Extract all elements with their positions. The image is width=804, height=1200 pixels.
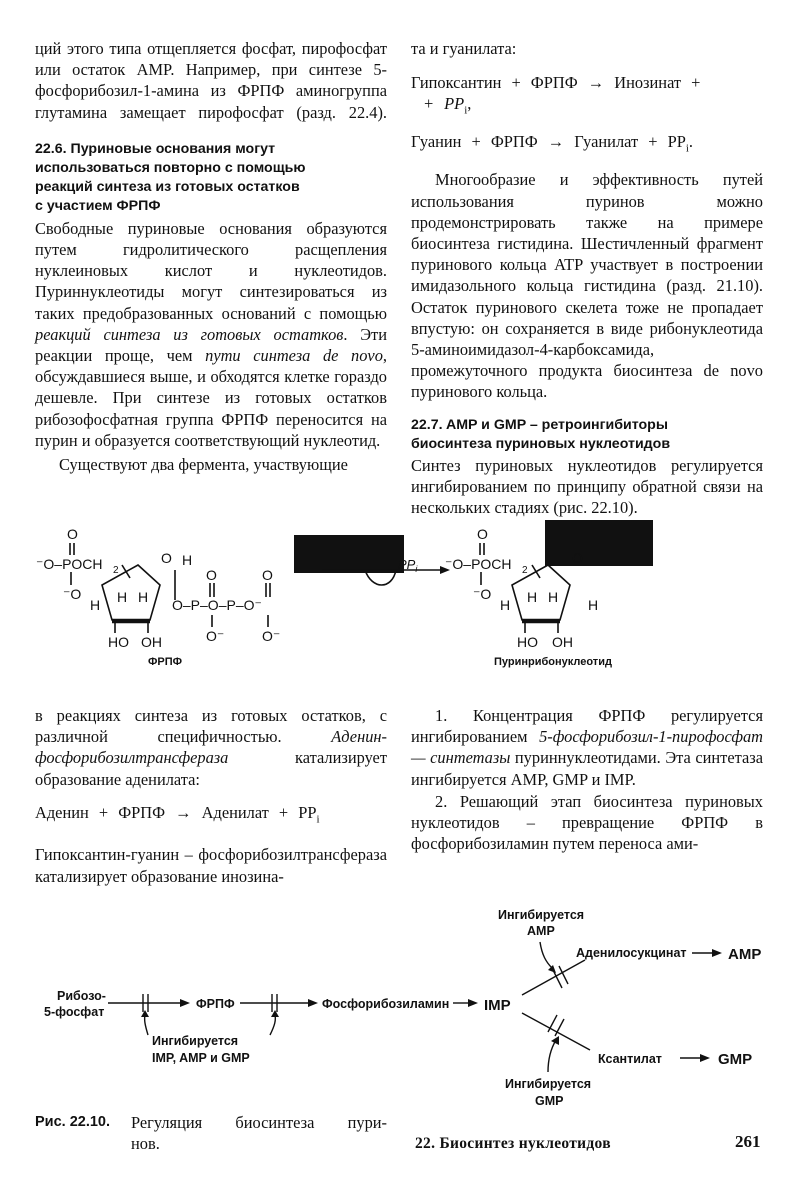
text-run: Свободные пуриновые основания образуются путем гидролитического расщепления нуклеиновых кислот и нуклеотидов. Пуриннуклеотиды могут синтезироваться из таких предобразованных оснований с помощью xyxy=(35,218,387,323)
figure-caption xyxy=(35,1112,387,1154)
ring-h: H xyxy=(548,589,559,605)
italic-term: 5-фосфорибозил-1-пирофосфат — синтетазы xyxy=(411,727,763,768)
regulation-point-1 xyxy=(411,705,763,790)
ppi-label xyxy=(398,557,418,574)
ring-oxygen: O xyxy=(161,550,172,566)
equation-text: + PP xyxy=(423,94,465,114)
pyrophosphate-chain: O–P–O–P–O⁻ xyxy=(172,597,262,613)
gmp-node: GMP xyxy=(718,1051,753,1068)
ring-h: H xyxy=(90,597,101,613)
caption-text xyxy=(131,1112,387,1154)
text-run: , обсуждавшиеся выше, и обходятся клетке гораздо дешевле. При синтезе из готовых остатков рибозофосфатная группа ФРПФ переносится на пурин и образуется соответствующий нуклеотид. xyxy=(35,346,387,450)
adenylosuccinate-node: Аденилосукцинат xyxy=(576,946,687,960)
pyrophosphate-oxygen: O⁻ xyxy=(262,628,281,644)
right-column-top xyxy=(411,38,763,518)
equation-adenine xyxy=(35,802,387,830)
ribose-5-phosphate-label-2: 5-фосфат xyxy=(44,1005,105,1019)
xanthylate-node: Ксантилат xyxy=(598,1052,662,1066)
ring-h: H xyxy=(500,597,511,613)
enzymes-paragraph: Существуют два фермента, участвующие xyxy=(59,455,348,475)
phosphate-ribose-left: ⁻O–POCH xyxy=(36,556,103,572)
phosphate-oxygen-bottom: ⁻O xyxy=(63,586,82,602)
left-column-mid xyxy=(35,705,387,887)
salvage-reaction-figure xyxy=(0,515,804,680)
regulation-scheme xyxy=(0,900,804,1115)
imp-node: IMP xyxy=(484,997,511,1014)
ribose-5-phosphate-label: Рибозо- xyxy=(57,989,106,1003)
subscript: i xyxy=(464,104,468,117)
inhibition-top-label: Ингибируется xyxy=(498,908,585,922)
purine-base-block xyxy=(294,535,404,573)
italic-term: Аденин-фосфорибозилтрансфераза xyxy=(35,727,387,768)
subscript-2: 2 xyxy=(522,565,528,576)
ring-oh: OH xyxy=(552,634,573,650)
inhibition-bottom-label: Ингибируется xyxy=(505,1077,592,1091)
inhibition-left-label-2: IMP, AMP и GMP xyxy=(152,1051,250,1065)
text-run: пуриннуклеотидами. Эта синтетаза ингибируется AMP, GMP и IMP. xyxy=(411,748,763,789)
prpp-label: ФРПФ xyxy=(148,656,183,668)
enzymes-cont-paragraph xyxy=(35,705,387,790)
equation-hypoxanthine-cont: + $PP_i$, xyxy=(423,94,472,117)
ring-h: H xyxy=(588,597,599,613)
caption-text-line2: нов. xyxy=(131,1134,160,1153)
text-run: катализирует образование аденилата: xyxy=(35,748,387,789)
right-column-mid xyxy=(411,705,763,854)
ppi-text: PP xyxy=(398,557,416,572)
section-heading-22-6-line1: 22.6. Пуриновые основания могут xyxy=(35,140,276,157)
phosphoribosylamine-node: Фосфорибозиламин xyxy=(322,997,450,1011)
section-heading-22-6-line4: с участием ФРПФ xyxy=(35,197,161,214)
caption-text-line1: Регуляция биосинтеза пури- xyxy=(131,1113,387,1132)
running-footer: 22. Биосинтез нуклеотидов xyxy=(415,1135,611,1152)
regulation-point-2: 2. Решающий этап биосинтеза пуриновых нуклеотидов – превращение ФРПФ в фосфорибозиламин путем переноса ами- xyxy=(411,791,763,854)
italic-term: пути синтеза de novo xyxy=(205,346,383,366)
left-column-top xyxy=(35,38,387,475)
subscript: i xyxy=(685,142,689,155)
section-heading-22-7-line1: 22.7. AMP и GMP – ретроингибиторы xyxy=(411,416,668,433)
text-run: 1. Концентрация ФРПФ регулируется ингибированием xyxy=(411,706,763,747)
subscript-2: 2 xyxy=(113,565,119,576)
ring-h: H xyxy=(527,589,538,605)
equation-text: Гуанин + ФРПФ → Гуанилат + PP xyxy=(411,131,686,151)
phosphate-ribose-right: ⁻O–POCH xyxy=(445,556,512,572)
equation-hypoxanthine xyxy=(411,72,763,93)
pyrophosphate-oxygen: O⁻ xyxy=(206,628,225,644)
inhibition-bottom-label-2: GMP xyxy=(535,1094,564,1108)
ring-h: H xyxy=(182,552,193,568)
section-heading-22-7-line2: биосинтеза пуриновых нуклеотидов xyxy=(411,435,671,452)
italic-term: реакций синтеза из готовых остатков xyxy=(35,324,344,344)
amp-node: AMP xyxy=(728,946,762,963)
purine-ribonucleotide-label: Пуринрибонуклеотид xyxy=(494,656,612,668)
purine-base-block xyxy=(545,520,653,566)
ring-h: H xyxy=(117,589,128,605)
inhibition-left-label: Ингибируется xyxy=(152,1034,239,1048)
section-heading-22-6-line3: реакций синтеза из готовых остатков xyxy=(35,178,300,195)
caption-label: Рис. 22.10. xyxy=(35,1114,111,1130)
pyrophosphate-oxygen: O xyxy=(262,567,273,583)
ring-oh: HO xyxy=(108,634,129,650)
phosphate-oxygen-top: O xyxy=(67,526,78,542)
subscript: i xyxy=(316,813,320,826)
page-number: 261 xyxy=(735,1132,761,1151)
equation-text: Аденин + ФРПФ → Аденилат + PP xyxy=(35,802,317,822)
ring-oxygen: O xyxy=(572,550,583,566)
regulation-paragraph: Синтез пуриновых нуклеотидов регулируется ингибированием по принципу обратной связи на нескольких стадиях (рис. 22.10). xyxy=(411,455,763,518)
prpp-node: ФРПФ xyxy=(196,997,235,1011)
continuation-text: та и гуанилата: xyxy=(411,39,517,58)
phosphate-oxygen-bottom: ⁻O xyxy=(473,586,492,602)
ring-oh: HO xyxy=(517,634,538,650)
phosphate-oxygen-top: O xyxy=(477,526,488,542)
histidine-paragraph: Многообразие и эффективность путей использования пуринов можно продемонстрировать также на примере биосинтеза гистидина. Шестичленный фрагмент пуринового кольца ATP участвует в построении имидазольного кольца гистидина (разд. 21.10). Остаток пуринового скелета тоже не пропадает впустую: он сохраняется в виде рибонуклеотида 5-аминоимидазол-4-карбоксамида, промежуточного продукта биосинтеза de novo пуринового кольца. xyxy=(411,170,763,402)
intro-paragraph: ций этого типа отщепляется фосфат, пирофосфат или остаток AMP. Например, при синтезе 5-фосфорибозил-1-амина из ФРПФ аминогруппа глутамина замещает пирофосфат (разд. 22.4). xyxy=(35,39,387,122)
salvage-paragraph xyxy=(35,218,387,451)
equation-guanine: Гуанин + ФРПФ → Гуанилат + $PP_i$. xyxy=(411,131,693,155)
inhibition-top-label-2: AMP xyxy=(527,924,555,938)
ppi-subscript: i xyxy=(415,564,418,574)
equation-text: Гипоксантин + ФРПФ → Инозинат + xyxy=(411,73,701,93)
text-run: . Эти реакции проще, чем xyxy=(35,324,387,366)
ring-h: H xyxy=(138,589,149,605)
section-heading-22-6-line2: использоваться повторно с помощью xyxy=(35,159,306,176)
hgprt-paragraph: Гипоксантин-гуанин – фосфорибозилтрансфераза катализирует образование инозина- xyxy=(35,845,387,886)
ring-oh: OH xyxy=(141,634,162,650)
text-run: в реакциях синтеза из готовых остатков, с различной специфичностью. xyxy=(35,706,387,747)
pyrophosphate-oxygen: O xyxy=(206,567,217,583)
